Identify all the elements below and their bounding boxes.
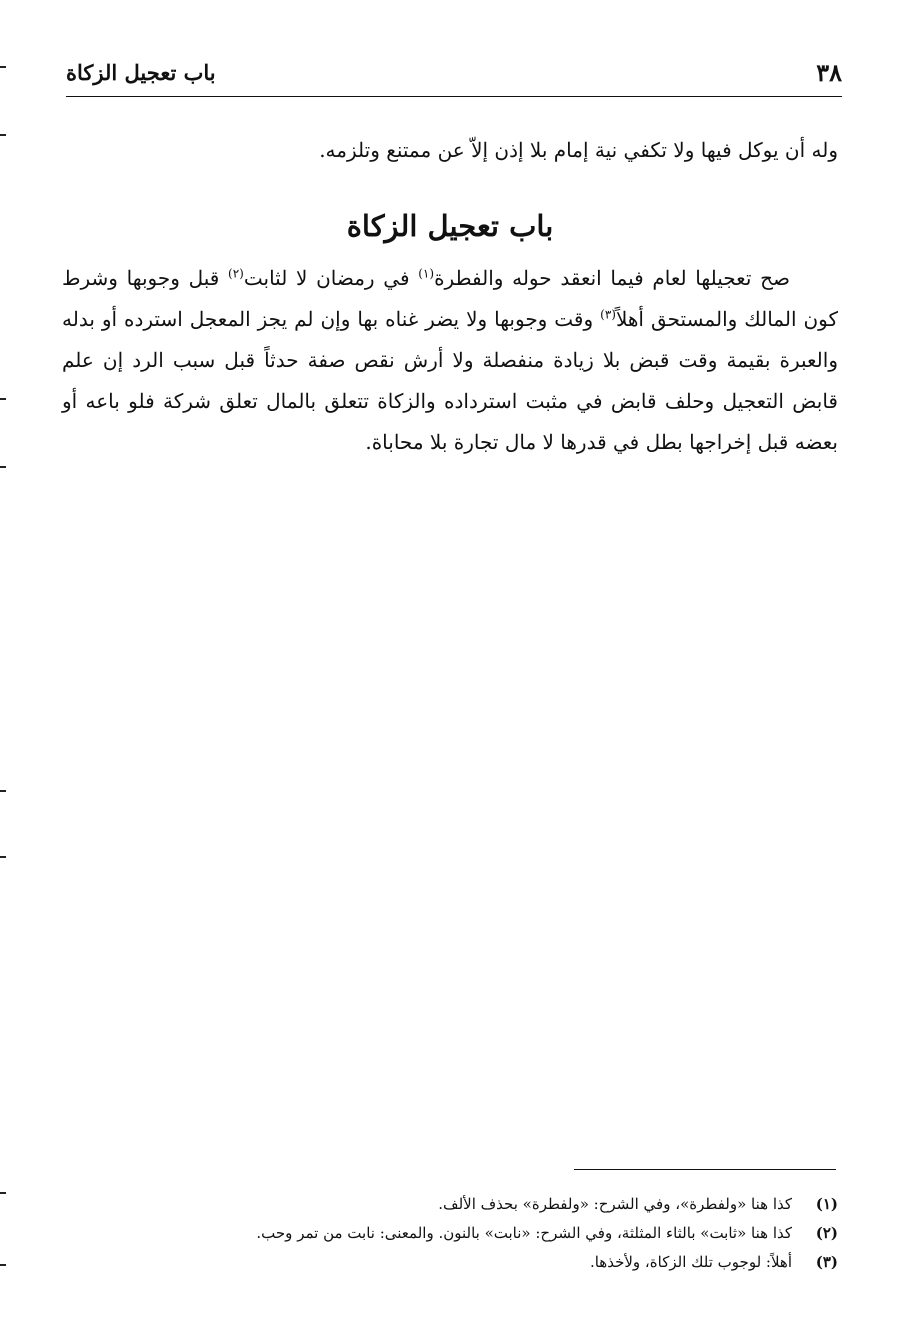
paragraph-text: وقت وجوبها ولا يضر غناه بها وإن لم يجز المعجل استرده أو بدله والعبرة بقيمة وقت قبض بلا زيادة منفصلة ولا أرش نقص صفة حدثاً قبل سبب الرد إن علم قابض التعجيل وحلف قابض في مثبت استرداده والزكاة تتعلق بالمال تعلق شركة فلو باعه أو بعضه قبل إخراجها بطل في قدرها لا مال تجارة بلا محاباة.	[62, 307, 838, 454]
paragraph-text: صح تعجيلها لعام فيما انعقد حوله والفطرة	[434, 266, 790, 290]
header-rule	[66, 96, 842, 97]
margin-tick	[0, 466, 6, 468]
footnote-separator	[574, 1169, 836, 1170]
footnotes-list	[62, 1190, 838, 1277]
margin-tick	[0, 398, 6, 400]
footnote	[62, 1219, 838, 1248]
footnote-number: (١)	[815, 1195, 838, 1213]
footnote-number: (٣)	[815, 1253, 838, 1271]
footnote-text: كذا هنا «ثابت» بالثاء المثلثة، وفي الشرح: «نابت» بالنون. والمعنى: نابت من تمر وحب.	[256, 1224, 792, 1242]
margin-tick	[0, 856, 6, 858]
running-title: باب تعجيل الزكاة	[66, 59, 216, 85]
footnote-number: (٢)	[815, 1224, 838, 1242]
footnote-text: أهلاً: لوجوب تلك الزكاة، ولأخذها.	[589, 1253, 792, 1271]
footnote-ref[interactable]: (٢)	[228, 266, 244, 281]
page-number: ٣٨	[816, 57, 842, 87]
section-heading: باب تعجيل الزكاة	[346, 209, 554, 243]
main-paragraph	[62, 258, 838, 463]
margin-tick	[0, 1192, 6, 1194]
footnote	[62, 1248, 838, 1277]
running-header	[66, 52, 842, 92]
margin-tick	[0, 790, 6, 792]
margin-tick	[0, 66, 6, 68]
margin-tick	[0, 1264, 6, 1266]
footnote-ref[interactable]: (٣)	[600, 307, 616, 322]
footnote-ref[interactable]: (١)	[418, 266, 435, 281]
intro-paragraph: وله أن يوكل فيها ولا تكفي نية إمام بلا إذن إلاّ عن ممتنع وتلزمه.	[319, 138, 838, 162]
footnote-text: كذا هنا «ولفطرة»، وفي الشرح: «ولفطرة» بحذف الألف.	[438, 1195, 792, 1213]
footnote	[62, 1190, 838, 1219]
paragraph-text: قبل وجوبها وشرط كون المالك والمستحق أهلاً	[62, 266, 839, 331]
margin-tick	[0, 134, 6, 136]
paragraph-text: في رمضان لا لثابت	[243, 266, 419, 290]
